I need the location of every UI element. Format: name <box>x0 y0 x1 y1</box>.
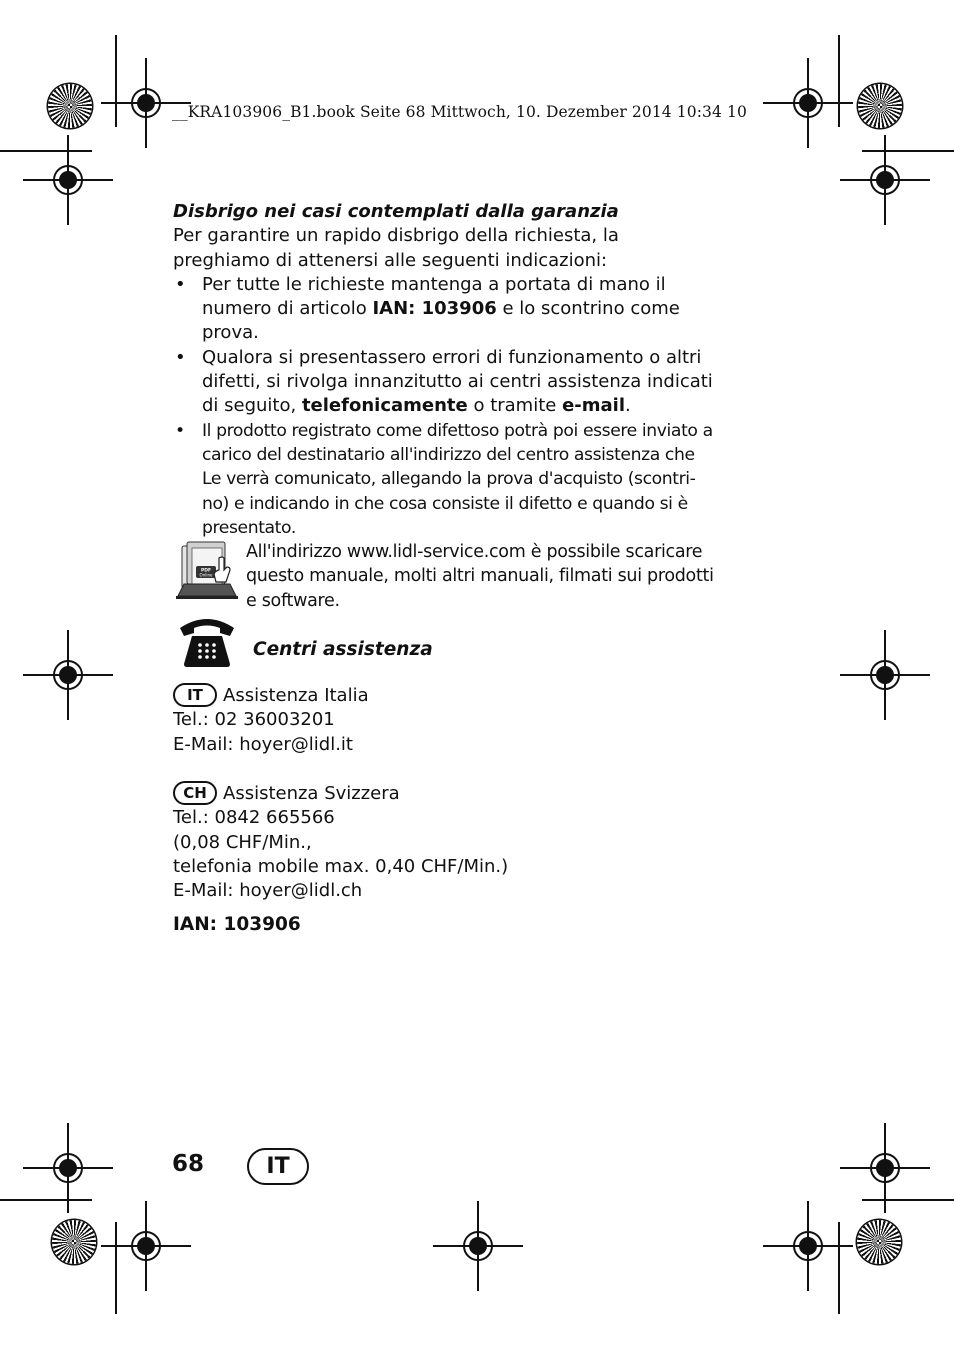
registration-star-icon <box>52 1220 96 1264</box>
crop-mark <box>838 35 840 127</box>
list-item: • Per tutte le richieste mantenga a portata di mano il numero di articolo IAN: 103906 e lo scontrino come prova. <box>173 273 718 346</box>
warranty-instructions <box>173 273 718 540</box>
warranty-section <box>173 200 718 616</box>
contact-italy-tel: Tel.: 02 36003201 <box>173 709 335 731</box>
service-contacts <box>173 683 718 904</box>
svg-text:PDF: PDF <box>200 568 212 574</box>
list-item: • Qualora si presentassero errori di funzionamento o altri difetti, si rivolga innanzitutto ai centri assistenza indicati di seguito, telefonicamente o tramite e-mail. <box>173 346 718 419</box>
svg-text:Online: Online <box>199 572 213 578</box>
registration-star-icon <box>48 84 92 128</box>
contact-switzerland-tel: Tel.: 0842 665566 <box>173 807 335 829</box>
download-text: All'indirizzo www.lidl-service.com è possibile scaricare questo manuale, molti altri manuali, filmati sui prodotti e software. <box>246 542 714 611</box>
crop-mark <box>838 1222 840 1314</box>
registration-star-icon <box>858 84 902 128</box>
service-centers-heading <box>173 614 718 674</box>
pdf-download-icon <box>176 540 238 600</box>
section-title: Disbrigo nei casi contemplati dalla garanzia <box>173 201 619 222</box>
contact-switzerland-email: E-Mail: hoyer@lidl.ch <box>173 880 363 902</box>
crop-mark <box>0 1199 92 1201</box>
crop-mark <box>115 35 117 127</box>
contact-italy-name: IT Assistenza Italia <box>173 683 718 708</box>
ian-number: IAN: 103906 <box>173 914 301 935</box>
crop-mark <box>862 1199 954 1201</box>
list-item: • Il prodotto registrato come difettoso potrà poi essere inviato a carico del destinatario all'indirizzo del centro assistenza che Le verrà comunicato, allegando la prova d'acquisto (scontri-no) e indicando in che cosa consiste il difetto e quando si è presentato. <box>173 419 718 540</box>
contact-switzerland-name: CH Assistenza Svizzera <box>173 781 718 806</box>
country-badge-ch: CH <box>173 781 217 805</box>
contact-switzerland-rate: (0,08 CHF/Min., <box>173 831 312 853</box>
country-badge-it: IT <box>173 683 217 707</box>
language-badge: IT <box>247 1148 309 1185</box>
section-title: Centri assistenza <box>253 639 433 660</box>
crop-mark <box>115 1222 117 1314</box>
crop-mark <box>0 150 92 152</box>
print-header: __KRA103906_B1.book Seite 68 Mittwoch, 10. Dezember 2014 10:34 10 <box>172 103 747 121</box>
crop-mark <box>862 150 954 152</box>
telephone-icon <box>176 614 238 668</box>
warranty-intro: Per garantire un rapido disbrigo della richiesta, la preghiamo di attenersi alle seguenti indicazioni: <box>173 225 619 271</box>
contact-italy-email: E-Mail: hoyer@lidl.it <box>173 733 353 755</box>
article-number: IAN: 103906 <box>372 298 497 320</box>
download-note <box>173 540 718 616</box>
page-number: 68 <box>172 1151 205 1177</box>
contact-switzerland-mobile-rate: telefonia mobile max. 0,40 CHF/Min.) <box>173 856 509 878</box>
registration-star-icon <box>857 1220 901 1264</box>
